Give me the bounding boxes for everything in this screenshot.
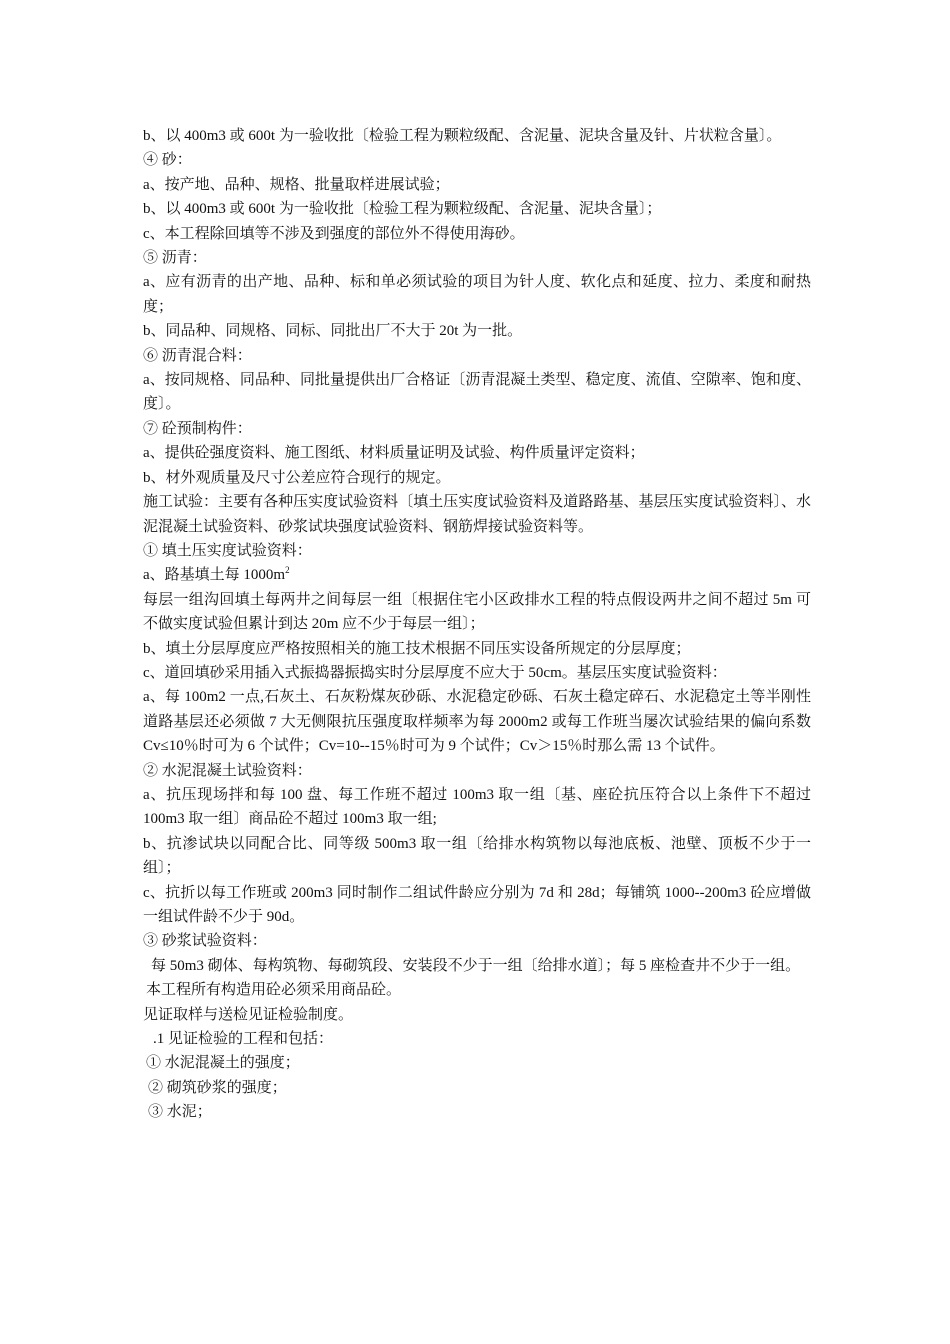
- paragraph: 每层一组沟回填土每两井之间每层一组〔根据住宅小区政排水工程的特点假设两井之间不超过 5m 可不做实度试验但累计到达 20m 应不少于每层一组〕；: [143, 591, 811, 633]
- paragraph: b、填土分层厚度应严格按照相关的施工技术根据不同压实设备所规定的分层厚度；: [143, 640, 691, 657]
- paragraph: b、同品种、同规格、同标、同批出厂不大于 20t 为一批。: [143, 323, 523, 340]
- paragraph: c、抗折以每工作班或 200m3 同时制作二组试件龄应分别为 7d 和 28d；每铺筑 1000--200m3 砼应增做一组试件龄不少于 90d。: [143, 884, 811, 925]
- section-heading: ④ 砂：: [143, 152, 192, 169]
- paragraph: b、以 400m3 或 600t 为一验收批〔检验工程为颗粒级配、含泥量、泥块含量及针、片状粒含量〕。: [143, 128, 782, 144]
- list-item: ① 水泥混凝土的强度；: [146, 1055, 300, 1072]
- paragraph: a、每 100m2 一点,石灰土、石灰粉煤灰砂砾、水泥稳定砂砾、石灰土稳定碎石、水泥稳定土等半刚性道路基层还必须做 7 大无侧限抗压强度取样频率为每 2000m2 或每工作班当屡次试验结果的偏向系数 Cv≤10％时可为 6 个试件；Cv=10--15％时可为 9 个试件；Cv＞15％时那么需 13 个试件。: [143, 689, 811, 755]
- section-heading: ② 水泥混凝土试验资料：: [143, 762, 312, 779]
- superscript: 2: [285, 565, 290, 576]
- paragraph: c、道回填砂采用插入式振捣器振捣实时分层厚度不应大于 50cm。基层压实度试验资料：: [143, 664, 727, 681]
- section-heading: ⑥ 沥青混合料：: [143, 347, 252, 364]
- paragraph: a、应有沥青的出产地、品种、标和单必须试验的项目为针人度、软化点和延度、拉力、柔度和耐热度；: [143, 274, 811, 315]
- paragraph: c、本工程除回填等不涉及到强度的部位外不得使用海砂。: [143, 225, 525, 242]
- paragraph: 每 50m3 砌体、每构筑物、每砌筑段、安装段不少于一组〔给排水道〕；每 5 座检查井不少于一组。: [151, 957, 801, 974]
- paragraph: b、以 400m3 或 600t 为一验收批〔检验工程为颗粒级配、含泥量、泥块含量〕；: [143, 201, 662, 218]
- paragraph: .1 见证检验的工程和包括：: [153, 1031, 334, 1048]
- paragraph: a、提供砼强度资料、施工图纸、材料质量证明及试验、构件质量评定资料；: [143, 445, 645, 462]
- paragraph: 施工试验：主要有各种压实度试验资料〔填土压实度试验资料及道路路基、基层压实度试验资料〕、水泥混凝土试验资料、砂浆试块强度试验资料、钢筋焊接试验资料等。: [143, 494, 811, 535]
- paragraph: 本工程所有构造用砼必须采用商品砼。: [146, 982, 402, 999]
- paragraph: a、按产地、品种、规格、批量取样进展试验；: [143, 176, 450, 193]
- paragraph: a、抗压现场拌和每 100 盘、每工作班不超过 100m3 取一组〔基、座砼抗压符合以上条件下不超过 100m3 取一组〕商品砼不超过 100m3 取一组;: [143, 786, 811, 828]
- paragraph-text: a、路基填土每 1000m: [143, 567, 286, 584]
- section-heading: ⑤ 沥青：: [143, 250, 207, 267]
- list-item: ③ 水泥；: [148, 1104, 212, 1121]
- paragraph: 见证取样与送检见证检验制度。: [143, 1006, 354, 1023]
- document-page: [143, 124, 811, 1125]
- section-heading: ③ 砂浆试验资料：: [143, 933, 267, 950]
- paragraph: a、按同规格、同品种、同批量提供出厂合格证〔沥青混凝土类型、稳定度、流值、空隙率、饱和度、度〕。: [143, 372, 811, 413]
- paragraph-with-superscript: [143, 563, 811, 587]
- section-heading: ⑦ 砼预制构件：: [143, 420, 252, 437]
- section-heading: ① 填土压实度试验资料：: [143, 542, 312, 559]
- paragraph: b、抗渗试块以同配合比、同等级 500m3 取一组〔给排水构筑物以每池底板、池壁、顶板不少于一组〕；: [143, 835, 811, 877]
- paragraph: b、材外观质量及尺寸公差应符合现行的规定。: [143, 469, 451, 486]
- list-item: ② 砌筑砂浆的强度；: [148, 1079, 287, 1096]
